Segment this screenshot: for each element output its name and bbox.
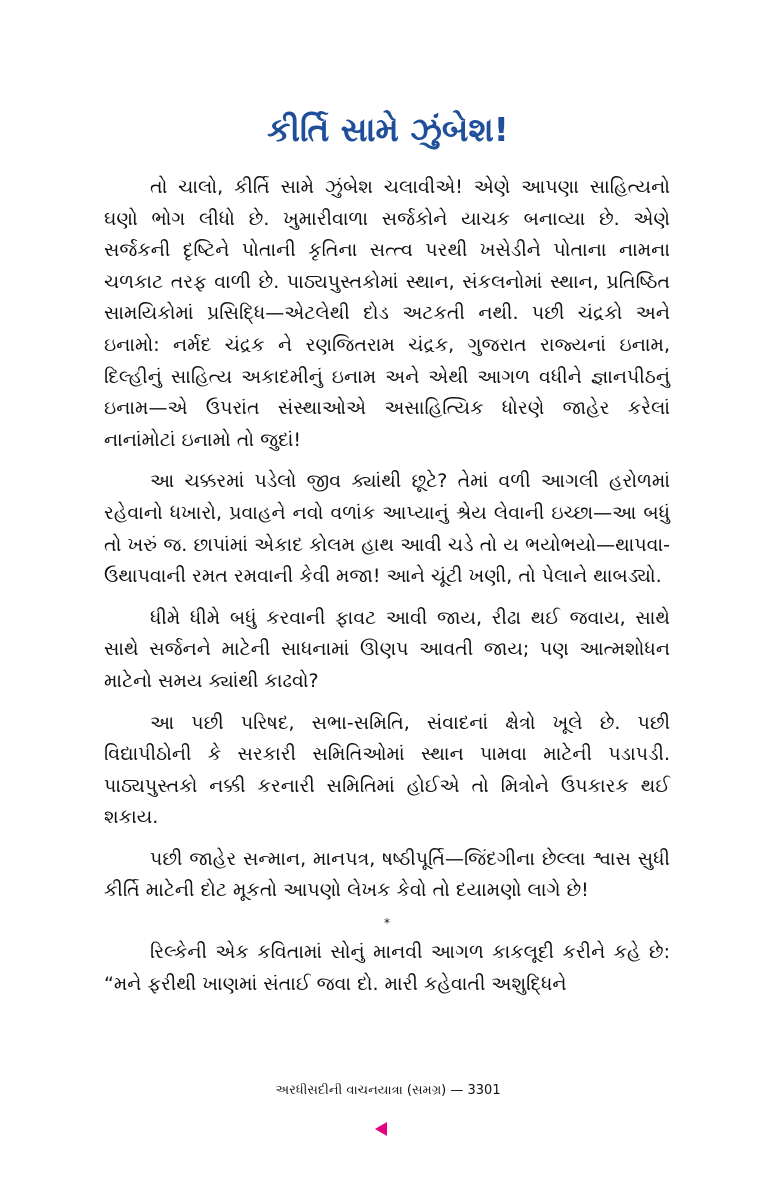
paragraph-2: આ ચક્કરમાં પડેલો જીવ ક્યાંથી છૂટે? તેમાં વળી આગલી હરોળમાં રહેવાનો ધખારો, પ્રવાહને નવો વળાંક આપ્યાનું શ્રેય લેવાની ઇચ્છા—આ બધું તો ખરું જ. છાપાંમાં એકાદ કોલમ હાથ આવી ચડે તો ય ભયોભયો—થાપવા-ઉથાપવાની રમત રમવાની કેવી મજા! આને ચૂંટી ખણી, તો પેલાને થાબડ્યો.: [104, 470, 670, 588]
paragraph-5: પછી જાહેર સન્માન, માનપત્ર, ષષ્ઠીપૂર્તિ—જિંદગીના છેલ્લા શ્વાસ સુધી કીર્તિ માટેની દોટ મૂકતો આપણો લેખક કેવો તો દયામણો લાગે છે!: [104, 847, 670, 902]
body-text: [104, 172, 670, 1010]
section-separator: *: [384, 916, 390, 931]
page-title: કીર્તિ સામે ઝુંબેશ!: [267, 110, 509, 149]
paragraph-4: આ પછી પરિષદ, સભા-સમિતિ, સંવાદનાં ક્ષેત્રો ખૂલે છે. પછી વિદ્યાપીઠોની કે સરકારી સમિતિઓમાં સ્થાન પામવા માટેની પડાપડી. પાઠ્યપુસ્તકો નક્કી કરનારી સમિતિમાં હોઈએ તો મિત્રોને ઉપકારક થઈ શકાય.: [104, 711, 670, 829]
paragraph-6: રિલ્કેની એક કવિતામાં સોનું માનવી આગળ કાકલૂદી કરીને કહે છે: “મને ફરીથી ખાણમાં સંતાઈ જવા દો. મારી કહેવાતી અશુદ્ધિને: [104, 941, 670, 995]
paragraph-3: ધીમે ધીમે બધું કરવાની ફાવટ આવી જાય, રીઢા થઈ જવાય, સાથે સાથે સર્જનને માટેની સાધનામાં ઊણપ આવતી જાય; પણ આત્મશોધન માટેનો સમય ક્યાંથી કાઢવો?: [104, 606, 670, 692]
paragraph-1: તો ચાલો, કીર્તિ સામે ઝુંબેશ ચલાવીએ! એણે આપણા સાહિત્યનો ઘણો ભોગ લીધો છે. ખુમારીવાળા સર્જકોને યાચક બનાવ્યા છે. એણે સર્જકની દૃષ્ટિને પોતાની કૃતિના સત્ત્વ પરથી ખસેડીને પોતાના નામના ચળકાટ તરફ વાળી છે. પાઠ્યપુસ્તકોમાં સ્થાન, સંકલનોમાં સ્થાન, પ્રતિષ્ઠિત સામયિકોમાં પ્રસિદ્ધિ—એટલેથી દોડ અટકતી નથી. પછી ચંદ્રકો અને ઇનામો: નર્મદ ચંદ્રક ને રણજિતરામ ચંદ્રક, ગુજરાત રાજ્યનાં ઇનામ, દિલ્હીનું સાહિત્ય અકાદમીનું ઇનામ અને એથી આગળ વધીને જ્ઞાનપીઠનું ઇનામ—એ ઉપરાંત સંસ્થાઓએ અસાહિત્યિક ધોરણે જાહેર કરેલાં નાનાંમોટાં ઇનામો તો જુદાં!: [104, 176, 670, 451]
page-footer: અરધીસદીની વાચનયાત્રા (સમગ્ર) — 3301: [275, 1083, 501, 1098]
prev-page-arrow-icon[interactable]: [375, 1122, 387, 1136]
